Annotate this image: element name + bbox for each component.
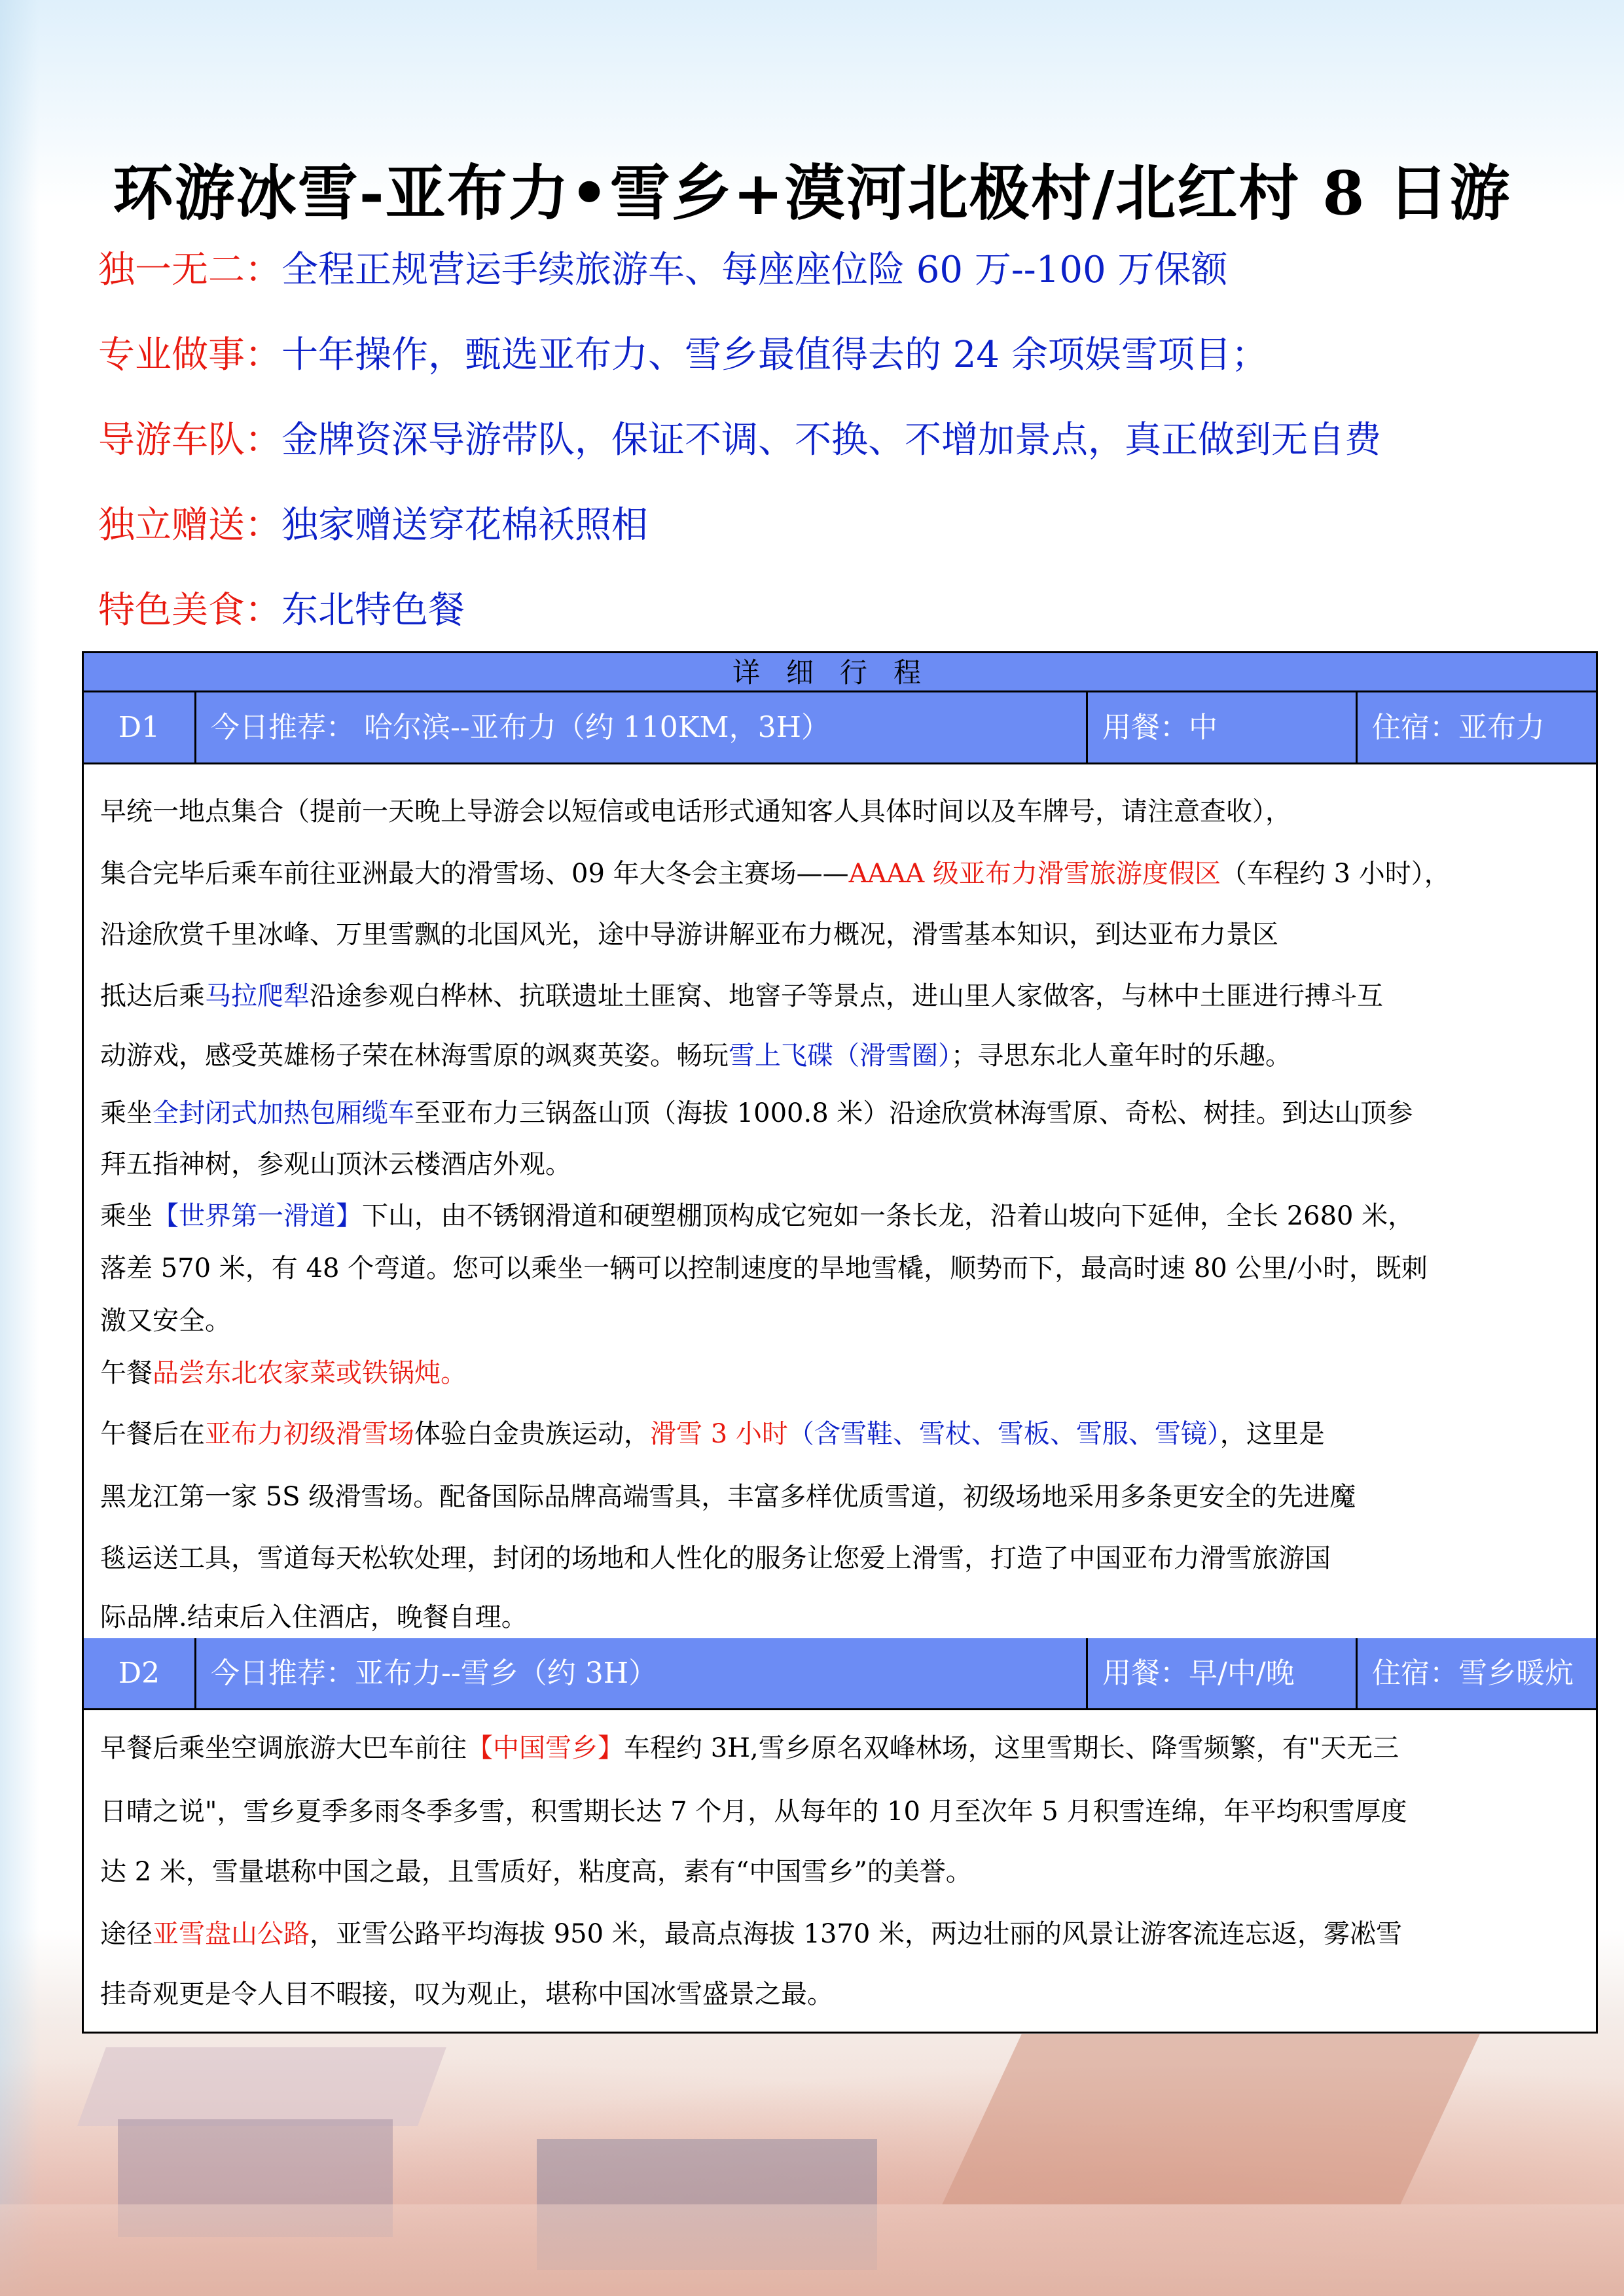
feature-label: 专业做事： [98,334,281,376]
description-text: 品尝东北农家菜或铁锅炖。 [153,1358,467,1388]
description-line [100,1476,1356,1513]
description-line [100,1300,231,1337]
description-line [100,1727,1399,1765]
description-text: 沿途欣赏千里冰峰、万里雪飘的北国风光，途中导游讲解亚布力概况，滑雪基本知识，到达亚布力景区 [100,920,1278,950]
description-text: 车程约 3H,雪乡原名双峰林场，这里雪期长、降雪频繁，有"天无三 [624,1733,1399,1763]
description-text: 动游戏，感受英雄杨子荣在林海雪原的飒爽英姿。畅玩 [100,1041,729,1071]
description-text: 黑龙江第一家 5S 级滑雪场。配备国际品牌高端雪具，丰富多样优质雪道，初级场地采用多条更安全的先进魔 [100,1482,1356,1512]
description-text: 早餐后乘坐空调旅游大巴车前往 [100,1733,467,1763]
description-line [100,1913,1402,1950]
feature-line [98,496,648,548]
description-text: 下山，由不锈钢滑道和硬塑棚顶构成它宛如一条长龙，沿着山坡向下延伸，全长 2680 米， [362,1201,1415,1231]
feature-line [98,326,1268,378]
feature-value: 东北特色餐 [281,589,465,632]
description-text: 际品牌.结束后入住酒店，晚餐自理。 [100,1602,528,1632]
description-text: 毯运送工具，雪道每天松软处理，封闭的场地和人性化的服务让您爱上滑雪，打造了中国亚布力滑雪旅游国 [100,1543,1331,1573]
feature-label: 特色美食： [98,589,281,632]
day-recommend: 今日推荐： 哈尔滨--亚布力（约 110KM，3H） [196,692,1088,762]
description-line [100,1413,1325,1450]
description-text: （含雪鞋、雪杖、雪板、雪服、雪镜） [787,1419,1220,1449]
description-text: 拜五指神树，参观山顶沐云楼酒店外观。 [100,1149,571,1179]
description-line [100,1973,833,2011]
description-text: 午餐 [100,1358,153,1388]
description-text: 抵达后乘 [100,981,205,1011]
description-line [100,1143,571,1181]
feature-value: 金牌资深导游带队，保证不调、不换、不增加景点，真正做到无自费 [281,419,1381,461]
description-line [100,1851,972,1888]
description-line [100,1537,1331,1575]
description-text: 乘坐 [100,1201,153,1231]
page-title: 环游冰雪-亚布力•雪乡+漠河北极村/北红村 8 日游 [113,158,1511,228]
day-label: D2 [84,1638,196,1708]
feature-line [98,411,1381,463]
itinerary-header: 详细行程 [84,653,1596,692]
feature-label: 独立赠送： [98,504,281,547]
description-text: 午餐后在 [100,1419,205,1449]
day-row-d2 [84,1638,1596,1710]
description-text: 滑雪 3 小时 [650,1419,788,1449]
description-line [100,914,1278,951]
description-text: 全封闭式加热包厢缆车 [153,1098,414,1128]
feature-value: 全程正规营运手续旅游车、每座座位险 60 万--100 万保额 [281,249,1228,291]
day-meals: 用餐：中 [1088,692,1358,762]
background-left-tint [0,0,39,2296]
background-snow-village-image [0,2021,1624,2296]
description-text: 【世界第一滑道】 [153,1201,362,1231]
description-text: （车程约 3 小时）， [1220,859,1451,889]
description-text: 乘坐 [100,1098,153,1128]
description-line [100,1596,528,1634]
description-text: ；寻思东北人童年时的乐趣。 [951,1041,1291,1071]
description-line [100,853,1451,890]
description-text: 雪上飞碟（滑雪圈） [729,1041,951,1071]
description-text: 早统一地点集合（提前一天晚上导游会以短信或电话形式通知客人具体时间以及车牌号，请注意查收）， [100,797,1291,827]
description-line [100,1352,467,1390]
day-meals: 用餐：早/中/晚 [1088,1638,1358,1708]
description-line [100,1092,1413,1130]
description-text: ，这里是 [1219,1419,1325,1449]
description-text: 达 2 米，雪量堪称中国之最，且雪质好，粘度高，素有“中国雪乡”的美誉。 [100,1857,972,1887]
description-line [100,791,1291,828]
feature-value: 独家赠送穿花棉袄照相 [281,504,648,547]
itinerary-table [82,651,1598,2034]
description-text: AAAA 级亚布力滑雪旅游度假区 [848,859,1221,889]
description-text: 体验白金贵族运动， [414,1419,650,1449]
day-hotel: 住宿：雪乡暖炕 [1372,1657,1574,1690]
description-text: 亚雪盘山公路 [153,1919,310,1949]
day-hotel: 住宿：亚布力 [1372,711,1545,744]
description-text: 集合完毕后乘车前往亚洲最大的滑雪场、09 年大冬会主赛场—— [100,859,849,889]
description-text: 挂奇观更是令人目不暇接，叹为观止，堪称中国冰雪盛景之最。 [100,1979,833,2009]
description-line [100,1195,1414,1232]
description-text: 马拉爬犁 [205,981,310,1011]
description-text: 激又安全。 [100,1306,231,1336]
description-text: 沿途参观白桦林、抗联遗址土匪窝、地窨子等景点，进山里人家做客，与林中土匪进行搏斗互 [310,981,1383,1011]
feature-line [98,241,1227,293]
description-text: 至亚布力三锅盔山顶（海拔 1000.8 米）沿途欣赏林海雪原、奇松、树挂。到达山顶参 [414,1098,1413,1128]
day-row-d1 [84,692,1596,764]
description-text: ，亚雪公路平均海拔 950 米，最高点海拔 1370 米，两边壮丽的风景让游客流连忘返，雾凇雪 [310,1919,1403,1949]
feature-line [98,581,465,634]
description-text: 亚布力初级滑雪场 [205,1419,414,1449]
description-text: 【中国雪乡】 [467,1733,624,1763]
description-line [100,1247,1428,1285]
day-recommend: 今日推荐：亚布力--雪乡（约 3H） [196,1638,1088,1708]
description-line [100,1791,1407,1828]
feature-value: 十年操作，甄选亚布力、雪乡最值得去的 24 余项娱雪项目； [281,334,1268,376]
description-line [100,1035,1291,1072]
feature-label: 导游车队： [98,419,281,461]
description-line [100,975,1383,1013]
day-label: D1 [84,692,196,762]
feature-label: 独一无二： [98,249,281,291]
description-text: 途径 [100,1919,153,1949]
description-text: 落差 570 米，有 48 个弯道。您可以乘坐一辆可以控制速度的旱地雪橇，顺势而下，最高时速 80 公里/小时，既刺 [100,1253,1428,1283]
description-text: 日晴之说"，雪乡夏季多雨冬季多雪，积雪期长达 7 个月，从每年的 10 月至次年 5 月积雪连绵，年平均积雪厚度 [100,1797,1407,1827]
